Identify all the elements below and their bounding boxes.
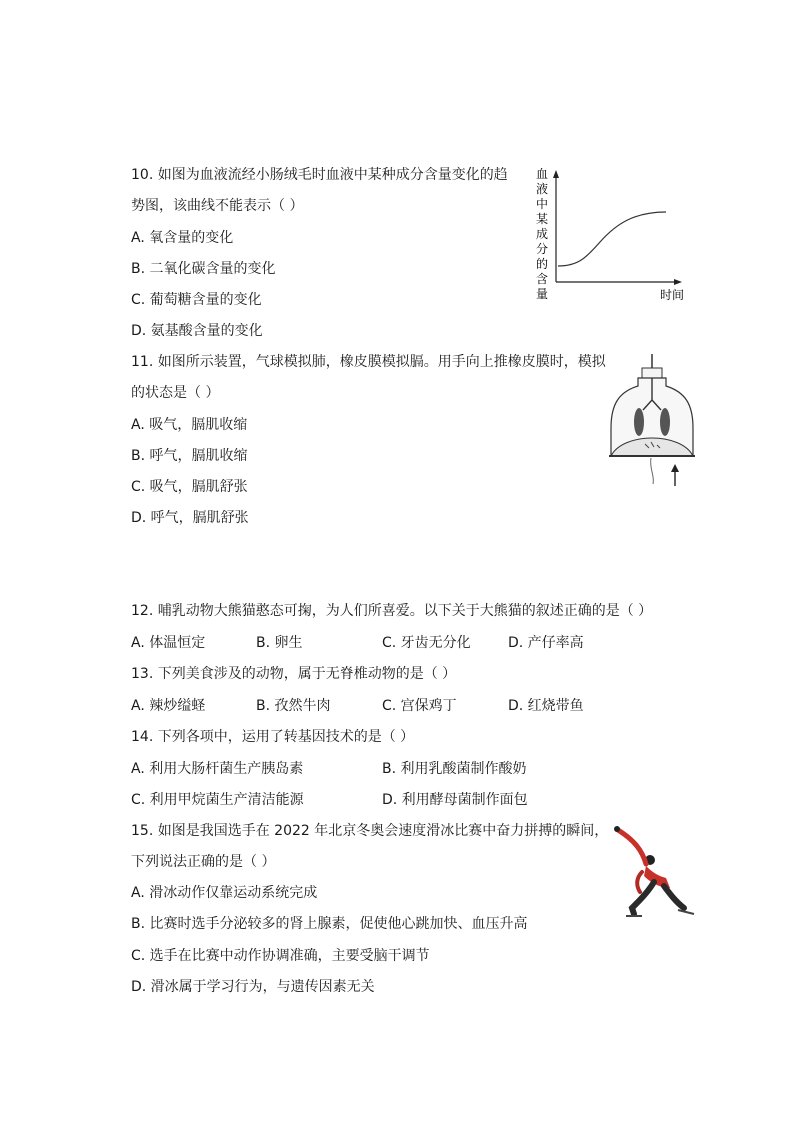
svg-text:血: 血 [536,167,549,181]
q12-option-a: A. 体温恒定 [131,635,206,651]
skater-hand [614,826,620,832]
svg-text:成: 成 [536,227,549,241]
svg-text:量: 量 [536,287,549,301]
q13-option-c: C. 宫保鸡丁 [382,698,457,714]
x-axis-arrow [674,279,682,285]
svg-text:液: 液 [536,182,549,196]
q10-option-d: D. 氨基酸含量的变化 [131,323,263,339]
q10-curve-figure [530,160,700,310]
q13-option-d: D. 红烧带鱼 [508,698,584,714]
y-axis-arrow [553,170,559,178]
speed-skater-figure [606,822,698,922]
svg-text:中: 中 [536,197,549,211]
q11-option-d: D. 呼气，膈肌舒张 [131,510,249,526]
balloon-lung-right [660,408,670,436]
q10-stem-line1: 10. 如图为血液流经小肠绒毛时血液中某种成分含量变化的趋 [131,167,508,183]
q10-stem-line2: 势图，该曲线不能表示（ ） [131,198,304,214]
q13-option-a: A. 辣炒缢蛏 [131,698,206,714]
q11-option-b: B. 呼气，膈肌收缩 [131,448,248,464]
hand-outline [651,458,654,484]
q14-option-a: A. 利用大肠杆菌生产胰岛素 [131,761,304,777]
skater-raised-arm [618,830,646,864]
skater-back-arm [637,872,642,892]
svg-text:分: 分 [536,242,549,256]
y-axis-label [536,167,548,301]
q11-option-a: A. 吸气，膈肌收缩 [131,417,248,433]
q15-option-a: A. 滑冰动作仅靠运动系统完成 [131,885,318,901]
skater-leg-right [664,886,684,908]
q15-option-c: C. 选手在比赛中动作协调准确，主要受脑干调节 [131,948,430,964]
svg-text:的: 的 [536,257,549,271]
balloon-lung-left [634,408,644,436]
q12-option-d: D. 产仔率高 [508,635,584,651]
q15-stem-line2: 下列说法正确的是（ ） [131,854,276,870]
q12-stem: 12. 哺乳动物大熊猫憨态可掬，为人们所喜爱。以下关于大熊猫的叙述正确的是（ ） [131,603,653,619]
q14-stem: 14. 下列各项中，运用了转基因技术的是（ ） [131,729,415,745]
q11-stem-line2: 的状态是（ ） [131,385,220,401]
q11-option-c: C. 吸气，膈肌舒张 [131,479,248,495]
svg-text:某: 某 [536,212,549,226]
q11-stem-line1: 11. 如图所示装置，气球模拟肺，橡皮膜模拟膈。用手向上推橡皮膜时，模拟 [131,354,606,370]
q12-option-c: C. 牙齿无分化 [382,635,471,651]
x-axis-label: 时间 [660,288,685,302]
q10-option-c: C. 葡萄糖含量的变化 [131,292,262,308]
stopper [642,368,662,378]
content-curve [558,212,666,266]
q15-option-d: D. 滑冰属于学习行为，与遗传因素无关 [131,979,375,995]
svg-text:含: 含 [536,272,549,286]
q13-option-b: B. 孜然牛肉 [256,698,331,714]
push-up-arrow-icon [671,464,679,472]
bell-jar-lung-model-figure [605,352,700,492]
q15-option-b: B. 比赛时选手分泌较多的肾上腺素，促使他心跳加快、血压升高 [131,916,528,932]
q14-option-d: D. 利用酵母菌制作面包 [382,792,528,808]
q13-stem: 13. 下列美食涉及的动物，属于无脊椎动物的是（ ） [131,666,457,682]
q10-option-b: B. 二氧化碳含量的变化 [131,261,276,277]
q10-option-a: A. 氧含量的变化 [131,230,234,246]
q12-option-b: B. 卵生 [256,635,303,651]
q15-stem-line1: 15. 如图是我国选手在 2022 年北京冬奥会速度滑冰比赛中奋力拼搏的瞬间， [131,823,609,839]
q14-option-b: B. 利用乳酸菌制作酸奶 [382,761,527,777]
skater-leg-left [632,882,654,914]
q14-option-c: C. 利用甲烷菌生产清洁能源 [131,792,304,808]
skate-blade-right [678,910,694,914]
